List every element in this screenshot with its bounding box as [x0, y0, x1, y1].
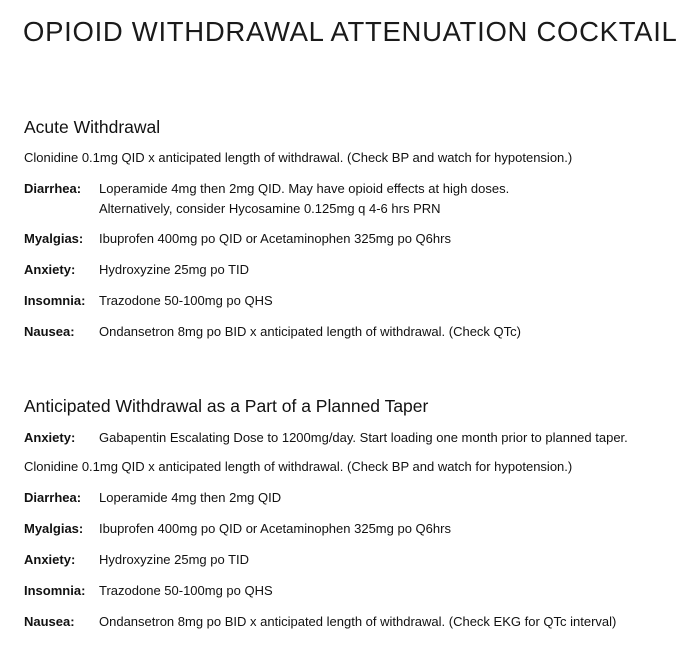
entry-label: Insomnia:: [24, 293, 86, 308]
entry-label: Diarrhea:: [24, 181, 82, 196]
entry-text: Clonidine 0.1mg QID x anticipated length of withdrawal. (Check BP and watch for hypotension.): [24, 150, 573, 165]
entry-text: Trazodone 50-100mg po QHS: [99, 293, 273, 308]
entry-text: Gabapentin Escalating Dose to 1200mg/day. Start loading one month prior to planned taper.: [99, 430, 628, 445]
entry-text: Ibuprofen 400mg po QID or Acetaminophen 325mg po Q6hrs: [99, 231, 451, 246]
section-heading-planned-taper: Anticipated Withdrawal as a Part of a Planned Taper: [24, 396, 429, 416]
entry-label: Myalgias:: [24, 231, 84, 246]
entry-label: Nausea:: [24, 324, 75, 339]
entry-text: Ondansetron 8mg po BID x anticipated length of withdrawal. (Check QTc): [99, 324, 521, 339]
entry-label: Insomnia:: [24, 583, 86, 598]
entry-label: Myalgias:: [24, 521, 84, 536]
entry-text: Clonidine 0.1mg QID x anticipated length of withdrawal. (Check BP and watch for hypotension.): [24, 459, 573, 474]
entry-text: Trazodone 50-100mg po QHS: [99, 583, 273, 598]
entry-text: Loperamide 4mg then 2mg QID: [99, 490, 282, 505]
entry-label: Anxiety:: [24, 552, 76, 567]
page-title: OPIOID WITHDRAWAL ATTENUATION COCKTAIL: [23, 16, 678, 47]
entry-text: Ibuprofen 400mg po QID or Acetaminophen 325mg po Q6hrs: [99, 521, 451, 536]
section-heading-acute-withdrawal: Acute Withdrawal: [24, 117, 161, 137]
entry-label: Nausea:: [24, 614, 75, 629]
entry-text: Hydroxyzine 25mg po TID: [99, 262, 250, 277]
entry-text-continued: Alternatively, consider Hycosamine 0.125mg q 4-6 hrs PRN: [99, 201, 441, 216]
entry-text: Ondansetron 8mg po BID x anticipated length of withdrawal. (Check EKG for QTc interval): [99, 614, 617, 629]
entry-label: Diarrhea:: [24, 490, 82, 505]
entry-label: Anxiety:: [24, 262, 76, 277]
entry-text: Hydroxyzine 25mg po TID: [99, 552, 250, 567]
entry-label: Anxiety:: [24, 430, 76, 445]
entry-text: Loperamide 4mg then 2mg QID. May have opioid effects at high doses.: [99, 181, 510, 196]
